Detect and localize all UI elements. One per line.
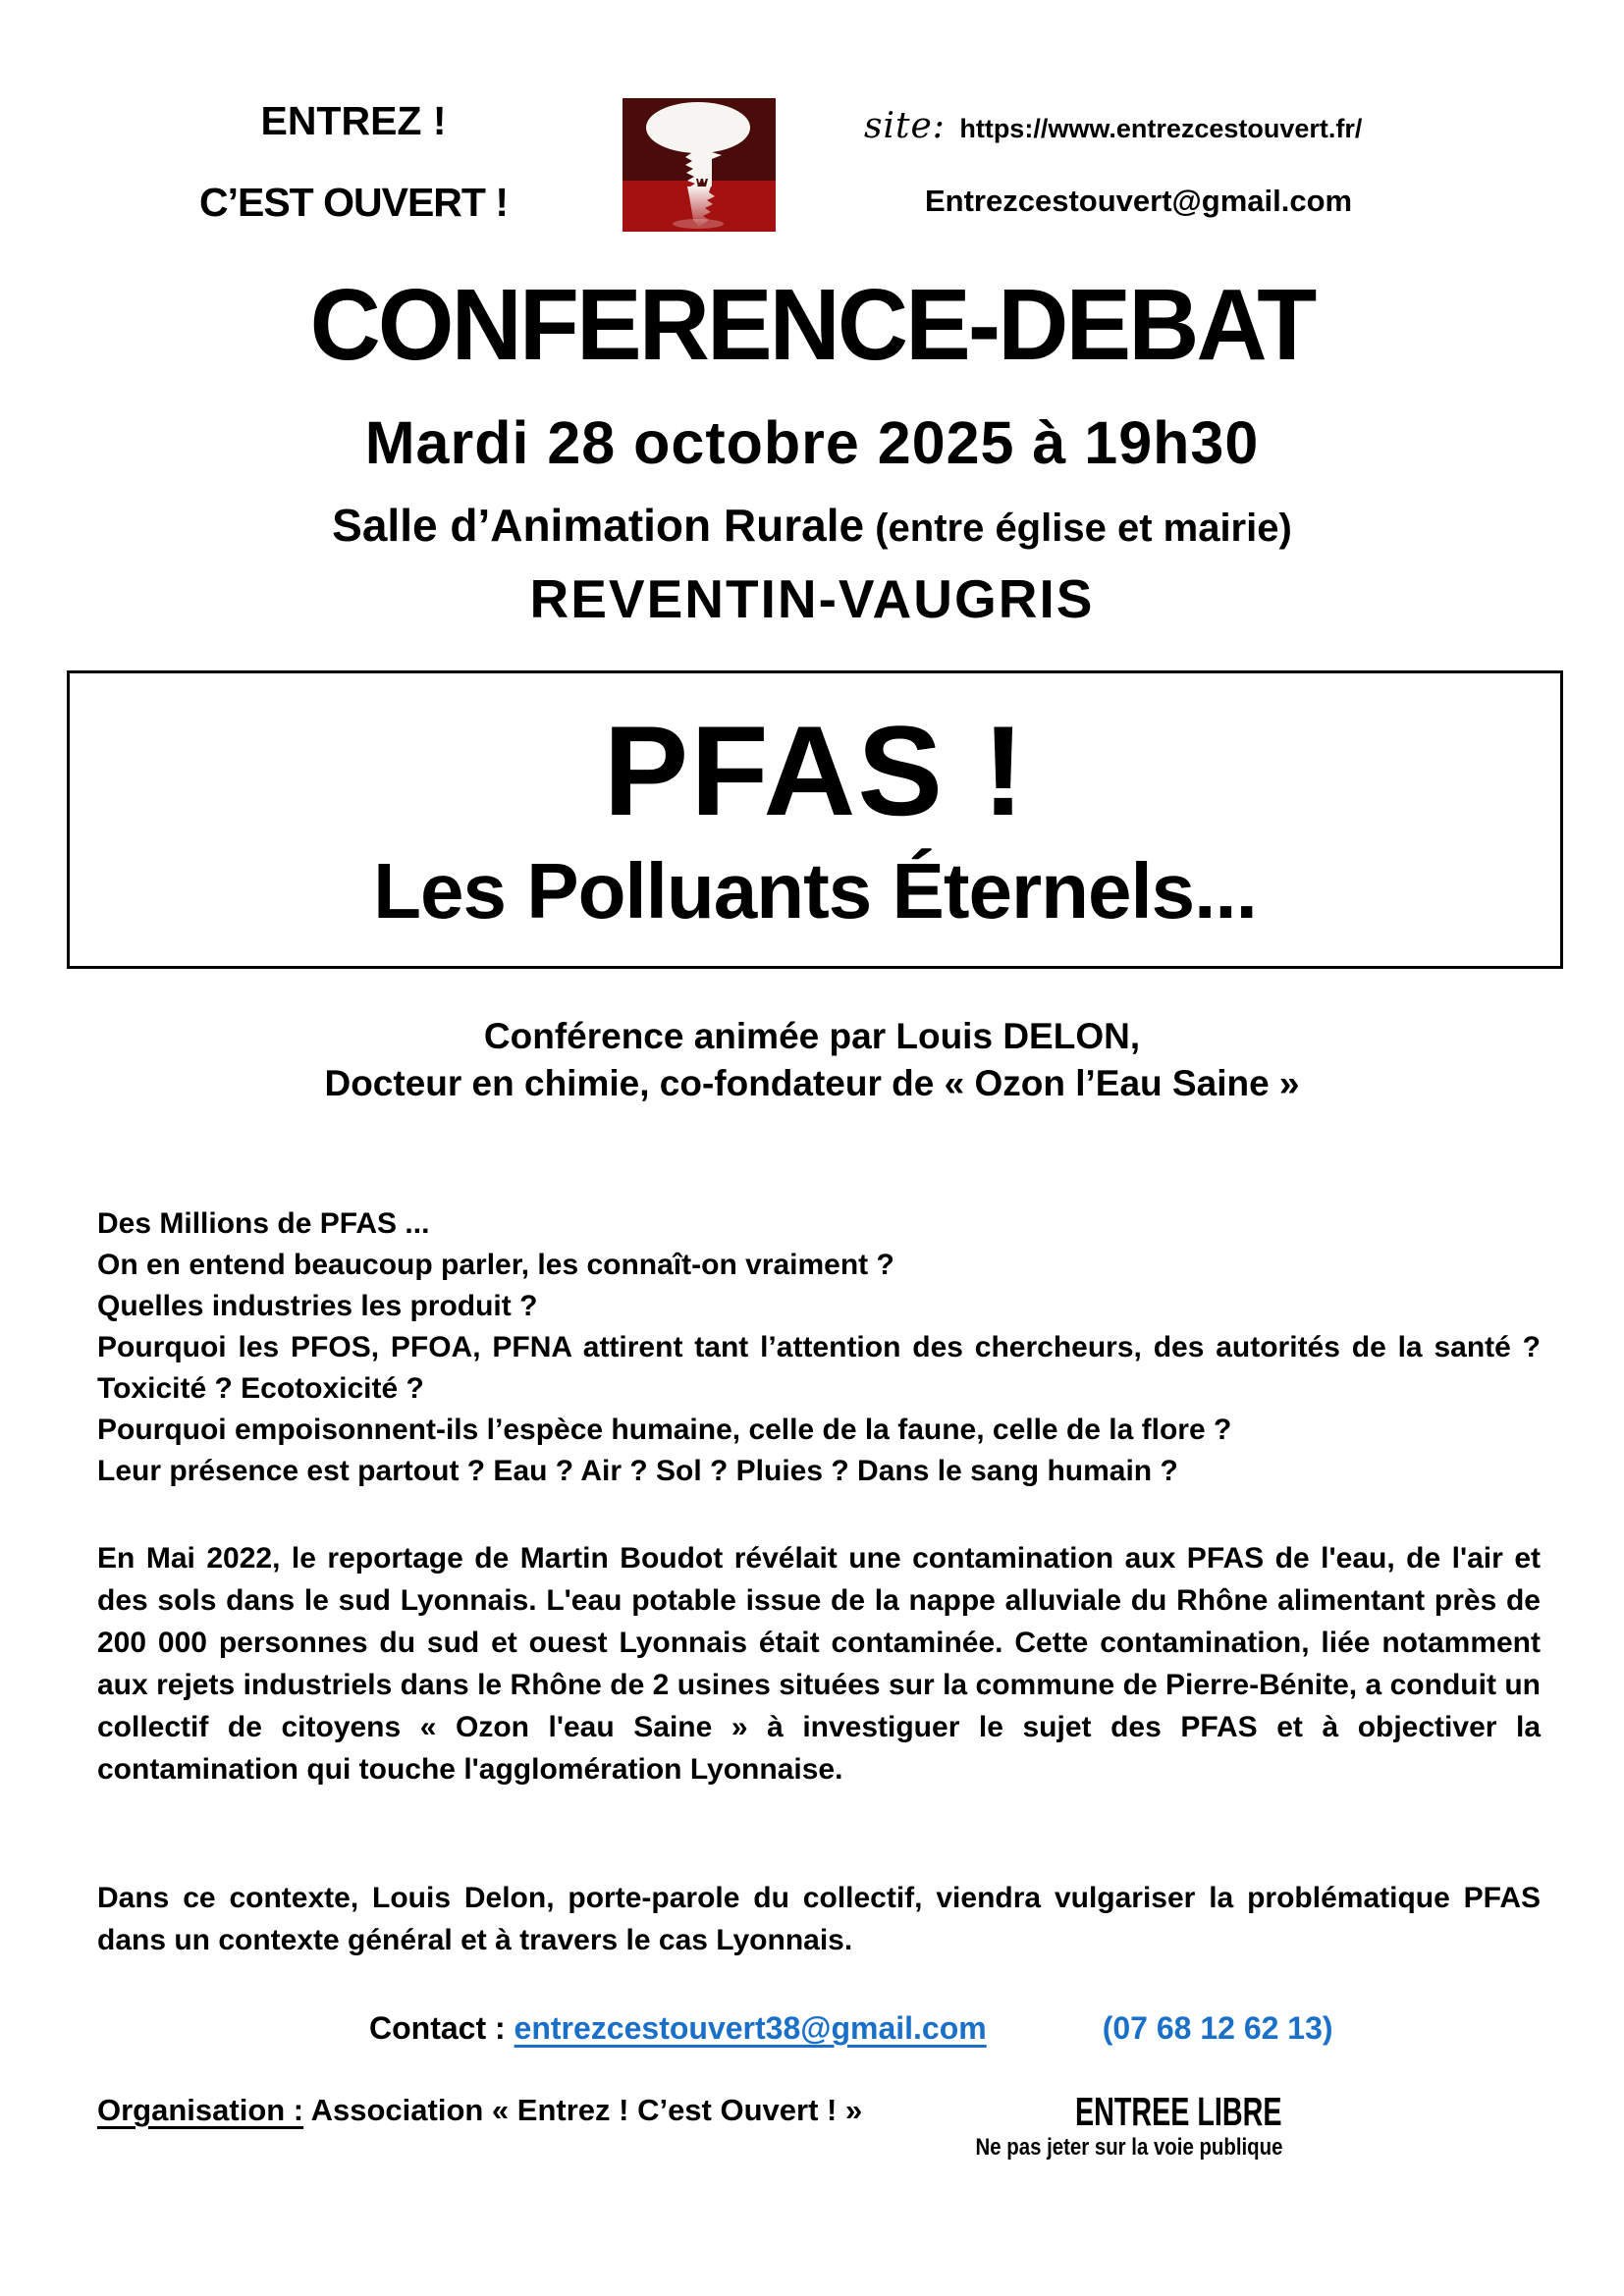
association-name-line2: C’EST OUVERT !	[198, 180, 509, 225]
contact-email-link[interactable]: entrezcestouvert38@gmail.com	[514, 2010, 987, 2046]
question-line: Leur présence est partout ? Eau ? Air ? Sol ? Pluies ? Dans le sang humain ?	[97, 1455, 1178, 1487]
event-date: Mardi 28 octobre 2025 à 19h30	[364, 409, 1260, 476]
key-logo-svg	[623, 98, 776, 232]
contact-label: Contact :	[369, 2010, 514, 2046]
question-line: Des Millions de PFAS ...	[97, 1207, 430, 1240]
organisation-label: Organisation :	[97, 2093, 304, 2127]
site-url: https://www.entrezcestouvert.fr/	[959, 114, 1363, 143]
association-name	[167, 98, 540, 226]
body-paragraph: Dans ce contexte, Louis Delon, porte-parole du collectif, viendra vulgariser la problématique PFAS dans un contexte général et à travers le cas Lyonnais.	[97, 1882, 1541, 1956]
speaker-line2: Docteur en chimie, co-fondateur de « Ozon l’Eau Saine »	[324, 1063, 1300, 1103]
event-venue	[0, 499, 1624, 552]
free-entry-label: ENTREE LIBRE	[1075, 2089, 1282, 2134]
contact-phone: (07 68 12 62 13)	[1102, 2010, 1333, 2046]
do-not-litter-note: Ne pas jeter sur la voie publique	[975, 2134, 1283, 2161]
questions-block	[97, 1203, 1541, 1492]
site-label: site:	[864, 106, 946, 146]
question-line: Pourquoi les PFOS, PFOA, PFNA attirent tant l’attention des chercheurs, des autorités de la santé ? Toxicité ? Ecotoxicité ?	[97, 1331, 1541, 1405]
key-logo-image	[623, 98, 776, 232]
event-city: REVENTIN-VAUGRIS	[529, 568, 1095, 629]
venue-name: Salle d’Animation Rurale	[332, 500, 865, 551]
banner-title: PFAS !	[603, 699, 1027, 842]
banner-subtitle: Les Polluants Éternels...	[373, 847, 1257, 934]
question-line: Pourquoi empoisonnent-ils l’espèce humaine, celle de la faune, celle de la flore ?	[97, 1414, 1232, 1446]
contact-line	[369, 2010, 1449, 2047]
page-title: CONFERENCE-DEBAT	[309, 268, 1315, 381]
header-contact-block	[864, 106, 1434, 219]
banner-box	[67, 670, 1563, 969]
header-email: Entrezcestouvert@gmail.com	[925, 184, 1353, 218]
association-name-line1: ENTREZ !	[260, 98, 447, 143]
site-row	[864, 106, 1434, 146]
organisation-text: Association « Entrez ! C’est Ouvert ! »	[303, 2093, 863, 2127]
question-line: On en entend beaucoup parler, les connaît-on vraiment ?	[97, 1249, 894, 1281]
venue-note: (entre église et mairie)	[864, 507, 1292, 550]
organisation-line	[97, 2093, 981, 2128]
body-paragraph: En Mai 2022, le reportage de Martin Boudot révélait une contamination aux PFAS de l'eau, de l'air et des sols dans le sud Lyonnais. L'eau potable issue de la nappe alluviale du Rhône alimentant près de 200 000 personnes du sud et ouest Lyonnais était contaminée. Cette contamination, liée notamment aux rejets industriels dans le Rhône de 2 usines situées sur la commune de Pierre-Bénite, a conduit un collectif de citoyens « Ozon l'eau Saine » à investiguer le sujet des PFAS et à objectiver la contamination qui touche l'agglomération Lyonnaise.	[97, 1542, 1541, 1786]
speaker-line1: Conférence animée par Louis DELON,	[483, 1016, 1141, 1056]
question-line: Quelles industries les produit ?	[97, 1290, 538, 1322]
speaker-block	[0, 1013, 1624, 1107]
